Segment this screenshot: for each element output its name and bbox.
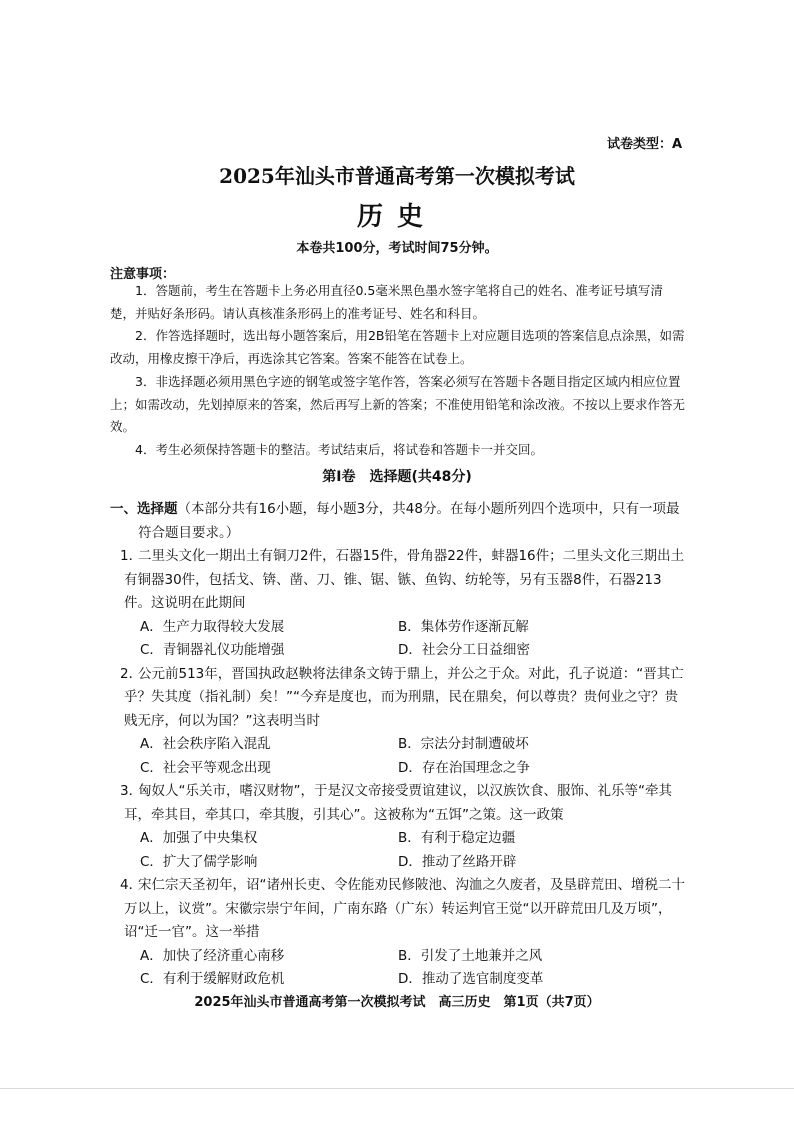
question-stem: 匈奴人“乐关市，嗜汉财物”，于是汉文帝接受贾谊建议，以汉族饮食、服饰、礼乐等“牵其耳，牵其目，牵其口，牵其腹，引其心”。这被称为“五饵”之策。这一政策 xyxy=(124,783,672,823)
option-d: D．推动了丝路开辟 xyxy=(398,853,517,870)
note-item: 4．考生必须保持答题卡的整洁。考试结束后，将试卷和答题卡一并交回。 xyxy=(135,441,543,457)
option-d: D．社会分工日益细密 xyxy=(398,642,530,658)
section-title: 第Ⅰ卷 选择题(共48分) xyxy=(322,469,472,485)
option-b: B．有利于稳定边疆 xyxy=(398,830,516,846)
part-label: 一、选择题 xyxy=(110,501,178,517)
page-footer: 2025年汕头市普通高考第一次模拟考试 高三历史 第1页（共7页） xyxy=(194,995,600,1010)
note-item: 3．非选择题必须用黑色字迹的钢笔或签字笔作答，答案必须写在答题卡各题目指定区域内相应位置上；如需改动，先划掉原来的答案，然后再写上新的答案；不准使用铅笔和涂改液。不按以上要求作答无效。 xyxy=(110,373,686,435)
exam-info: 本卷共100分，考试时间75分钟。 xyxy=(296,241,498,256)
question-block xyxy=(110,498,688,992)
question-4 xyxy=(110,874,688,992)
option-b: B．宗法分封制遭破坏 xyxy=(398,736,529,752)
question-number: 4． xyxy=(120,877,143,893)
part-instructions xyxy=(110,498,688,545)
question-1 xyxy=(110,545,688,663)
question-2 xyxy=(110,663,688,781)
notes-list xyxy=(110,280,686,462)
subject-title: 历史 xyxy=(356,202,437,232)
paper-type: 试卷类型：A xyxy=(606,137,682,152)
exam-title: 2025年汕头市普通高考第一次模拟考试 xyxy=(219,164,575,188)
part-description: （本部分共有16小题，每小题3分，共48分。在每小题所列四个选项中，只有一项最符合题目要求。） xyxy=(138,501,680,541)
page-divider xyxy=(0,1088,794,1089)
question-3 xyxy=(110,780,688,874)
option-d: D．存在治国理念之争 xyxy=(398,759,530,776)
question-stem: 二里头文化一期出土有铜刀2件，石器15件，骨角器22件，蚌器16件；二里头文化三期出土有铜器30件，包括戈、锛、凿、刀、锥、锯、镞、鱼钩、纺轮等，另有玉器8件，石器213件。这说明在此期间 xyxy=(124,548,685,611)
option-b: B．引发了土地兼并之风 xyxy=(398,947,543,964)
option-c: C．青铜器礼仪功能增强 xyxy=(140,642,285,658)
note-item: 2．作答选择题时，选出每小题答案后，用2B铅笔在答题卡上对应题目选项的答案信息点涂黑，如需改动，用橡皮擦干净后，再选涂其它答案。答案不能答在试卷上。 xyxy=(110,328,685,367)
option-a: A．生产力取得较大发展 xyxy=(140,618,285,635)
question-number: 3． xyxy=(120,783,143,799)
option-c: C．扩大了儒学影响 xyxy=(140,853,258,870)
option-a: A．加强了中央集权 xyxy=(140,830,258,846)
note-item: 1．答题前，考生在答题卡上务必用直径0.5毫米黑色墨水签字笔将自己的姓名、准考证号填写清楚，并贴好条形码。请认真核准条形码上的准考证号、姓名和科目。 xyxy=(110,283,663,321)
notes-heading: 注意事项： xyxy=(110,267,176,282)
question-stem: 宋仁宗天圣初年，诏“诸州长吏、令佐能劝民修陂池、沟洫之久废者，及垦辟荒田、增税二十万以上，议赏”。宋徽宗崇宁年间，广南东路（广东）转运判官王觉“以开辟荒田几及万顷”，诏“迁一官”。这一举措 xyxy=(124,877,685,940)
option-d: D．推动了选官制度变革 xyxy=(398,971,544,987)
option-c: C．有利于缓解财政危机 xyxy=(140,971,285,987)
question-number: 2． xyxy=(120,665,143,682)
option-b: B．集体劳作逐渐瓦解 xyxy=(398,618,529,635)
option-a: A．社会秩序陷入混乱 xyxy=(140,736,271,752)
question-stem: 公元前513年，晋国执政赵鞅将法律条文铸于鼎上，并公之于众。对此，孔子说道：“晋其亡乎？失其度（指礼制）矣！”“今弃是度也，而为刑鼎，民在鼎矣，何以尊贵？贵何业之守？贵贱无序，何以为国？”这表明当时 xyxy=(124,665,684,729)
option-a: A．加快了经济重心南移 xyxy=(140,947,285,964)
question-number: 1． xyxy=(120,548,143,564)
option-c: C．社会平等观念出现 xyxy=(140,759,271,776)
